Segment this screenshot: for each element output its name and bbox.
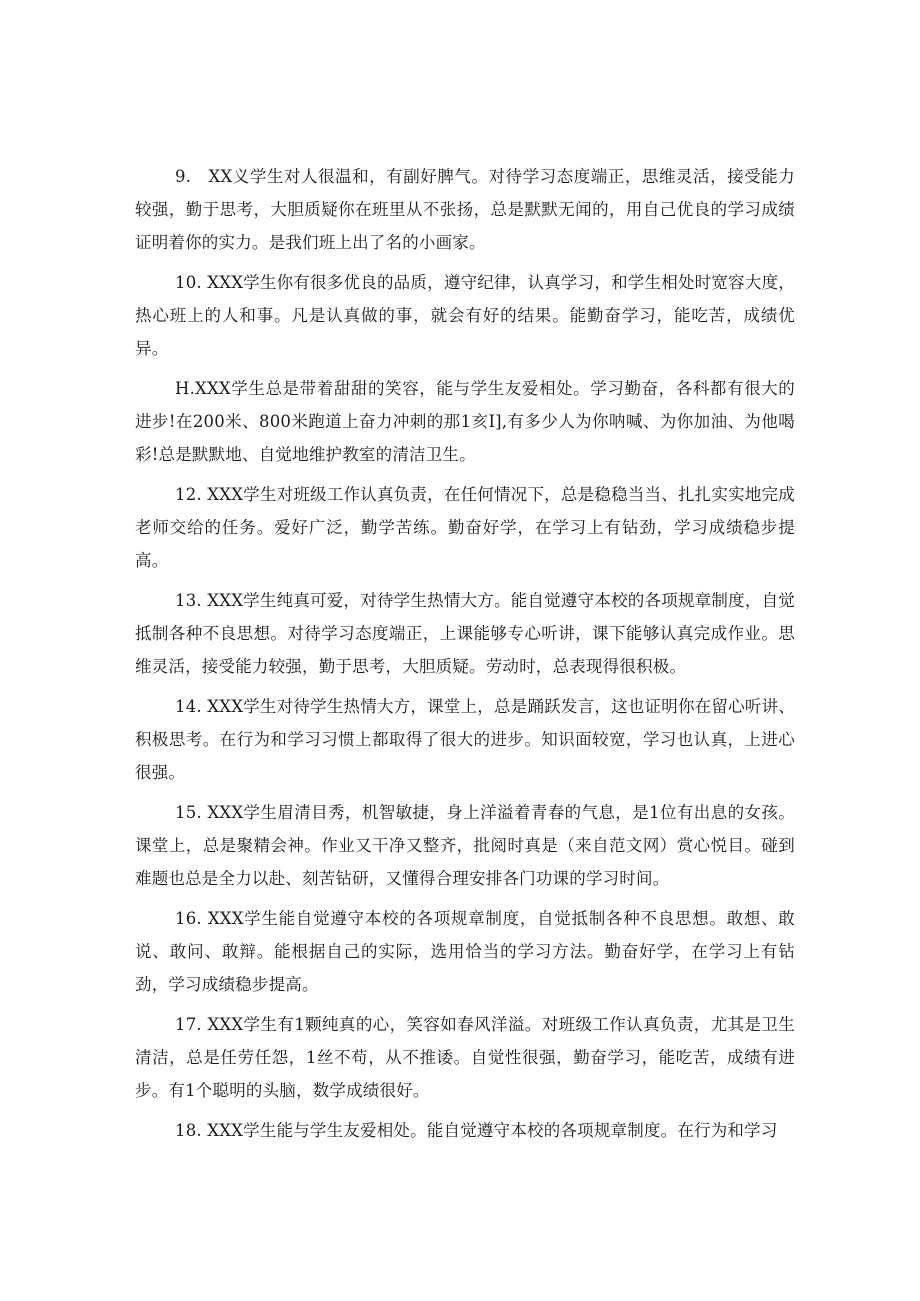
paragraph-9: 9. XX义学生对人很温和，有副好脾气。对待学习态度端正，思维灵活，接受能力较强，勤于思考，大胆质疑你在班里从不张扬，总是默默无闻的，用自己优良的学习成绩证明着你的实力。是我们班上出了名的小画家。 bbox=[135, 167, 795, 252]
paragraph-15: 15. XXX学生眉清目秀，机智敏捷，身上洋溢着青春的气息，是1位有出息的女孩。课堂上，总是聚精会神。作业又干净又整齐，批阅时真是（来自范文网）赏心悦目。碰到难题也总是全力以赴、刻苦钻研，又懂得合理安排各门功课的学习时间。 bbox=[135, 803, 795, 888]
paragraph-12: 12. XXX学生对班级工作认真负责，在任何情况下，总是稳稳当当、扎扎实实地完成老师交给的任务。爱好广泛，勤学苦练。勤奋好学，在学习上有钻劲，学习成绩稳步提高。 bbox=[135, 485, 795, 570]
paragraph-17: 17. XXX学生有1颗纯真的心，笑容如春风洋溢。对班级工作认真负责，尤其是卫生清洁，总是任劳任怨，1丝不苟，从不推诿。自觉性很强，勤奋学习，能吃苦，成绩有进步。有1个聪明的头脑，数学成绩很好。 bbox=[135, 1015, 795, 1100]
paragraph-10: 10. XXX学生你有很多优良的品质，遵守纪律，认真学习，和学生相处时宽容大度，热心班上的人和事。凡是认真做的事，就会有好的结果。能勤奋学习，能吃苦，成绩优异。 bbox=[135, 273, 795, 358]
document-body bbox=[135, 160, 795, 1154]
paragraph-14: 14. XXX学生对待学生热情大方，课堂上，总是踊跃发言，这也证明你在留心听讲、积极思考。在行为和学习习惯上都取得了很大的进步。知识面较宽，学习也认真，上进心很强。 bbox=[135, 697, 795, 782]
paragraph-13: 13. XXX学生纯真可爱，对待学生热情大方。能自觉遵守本校的各项规章制度，自觉抵制各种不良思想。对待学习态度端正，上课能够专心听讲，课下能够认真完成作业。思维灵活，接受能力较强，勤于思考，大胆质疑。劳动时，总表现得很积极。 bbox=[135, 591, 795, 676]
paragraph-16: 16. XXX学生能自觉遵守本校的各项规章制度，自觉抵制各种不良思想。敢想、敢说、敢问、敢辩。能根据自己的实际，选用恰当的学习方法。勤奋好学，在学习上有钻劲，学习成绩稳步提高。 bbox=[135, 909, 795, 994]
paragraph-11: H.XXX学生总是带着甜甜的笑容，能与学生友爱相处。学习勤奋，各科都有很大的进步!在200米、800米跑道上奋力冲刺的那1亥I],有多少人为你呐喊、为你加油、为他喝彩!总是默默地、自觉地维护教室的清洁卫生。 bbox=[135, 379, 795, 464]
paragraph-18: 18. XXX学生能与学生友爱相处。能自觉遵守本校的各项规章制度。在行为和学习 bbox=[175, 1121, 778, 1140]
